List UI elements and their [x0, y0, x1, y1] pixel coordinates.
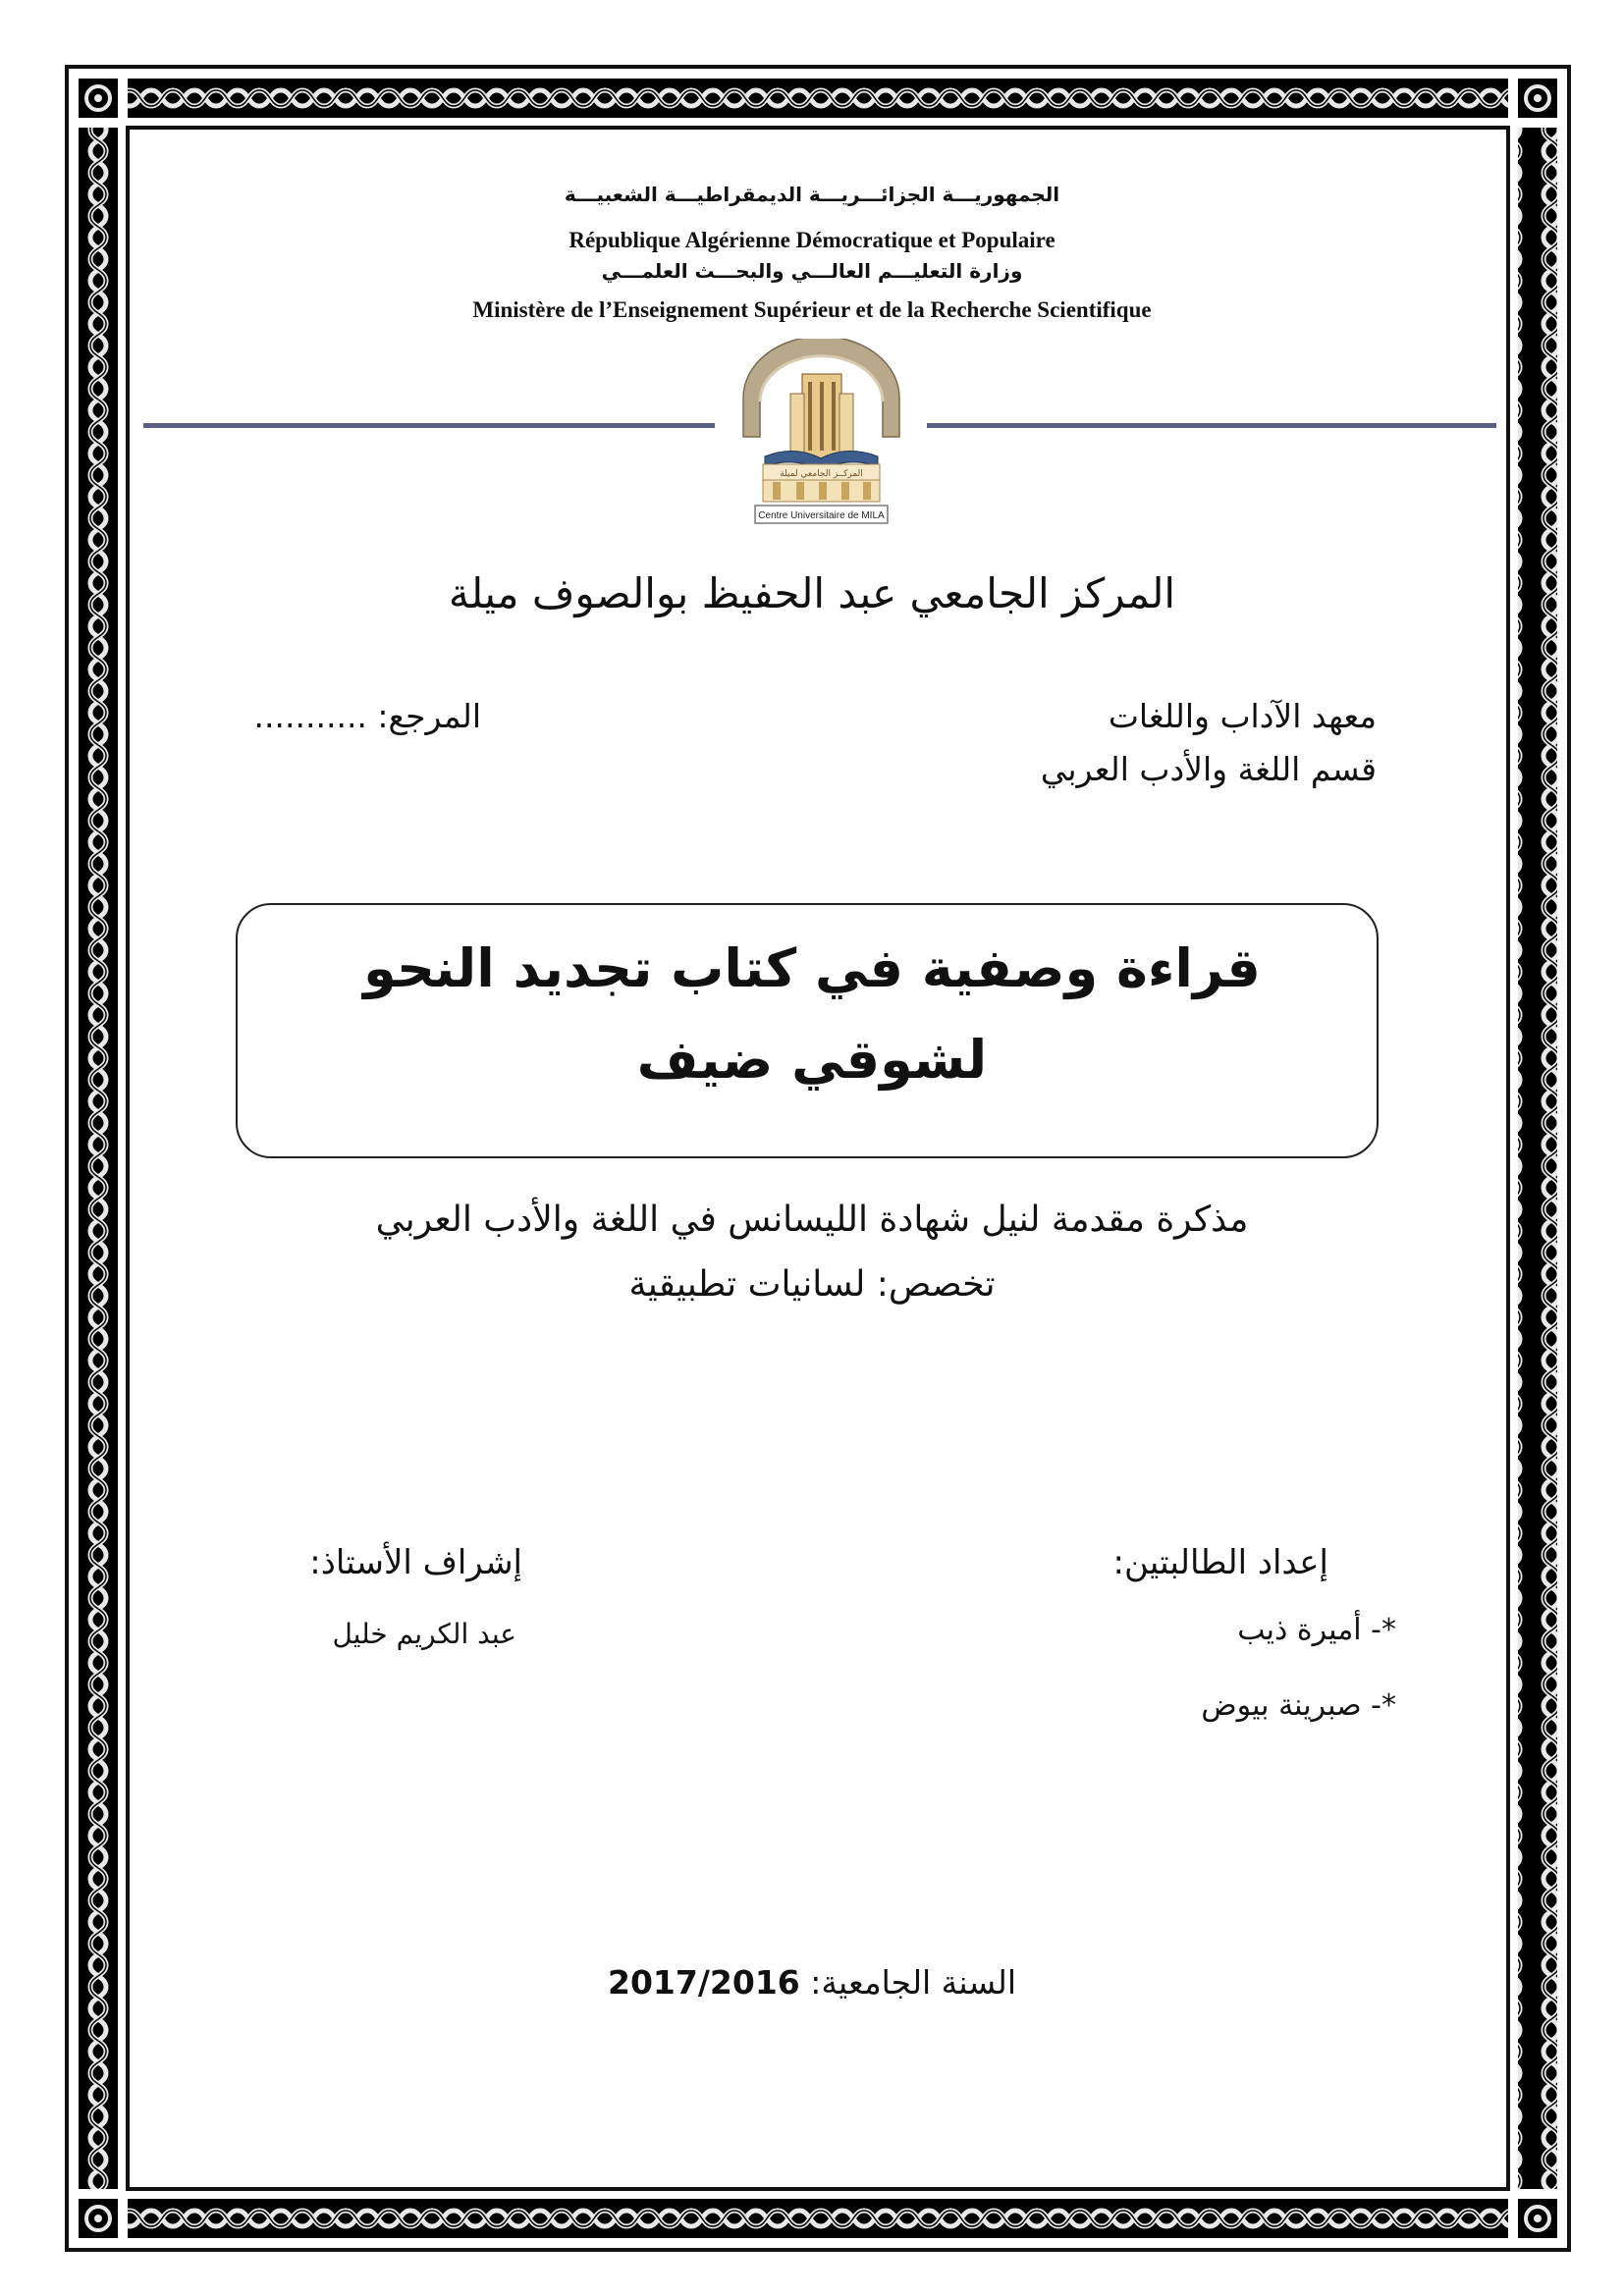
student-name: *- صبرينة بيوض [1201, 1688, 1396, 1723]
corner-ornament-icon [79, 79, 118, 118]
university-logo [735, 339, 907, 525]
academic-year-label: السنة الجامعية: [810, 1963, 1016, 2002]
supervisor-name: عبد الكريم خليل [332, 1618, 516, 1650]
republic-name-fr: République Algérienne Démocratique et Populaire [568, 228, 1056, 252]
student-name: *- أميرة ذيب [1237, 1613, 1396, 1647]
corner-ornament-icon [79, 2199, 118, 2238]
reference-field: المرجع: ........... [253, 697, 481, 735]
header-rule-left [143, 423, 715, 428]
supervision-label: إشراف الأستاذ: [309, 1543, 522, 1582]
ministry-name-ar: وزارة التعليـــم العالـــي والبحـــث العلمـــي [601, 259, 1023, 283]
department-name: قسم اللغة والأدب العربي [1040, 750, 1377, 788]
prepared-by-label: إعداد الطالبتين: [1112, 1543, 1328, 1582]
academic-year-value: 2017/2016 [608, 1963, 800, 2002]
thesis-title-line1: قراءة وصفية في كتاب تجديد النحو [363, 937, 1261, 999]
header-rule-right [927, 423, 1496, 428]
specialty: تخصص: لسانيات تطبيقية [628, 1264, 996, 1305]
corner-ornament-icon [1518, 79, 1557, 118]
republic-name-ar: الجمهوريـــة الجزائـــريـــة الديمقراطيـــة الشعبيـــة [564, 183, 1060, 206]
logo-banner-text: المركــز الجامعي لميلة [780, 469, 863, 479]
memo-description: مذكرة مقدمة لنيل شهادة الليسانس في اللغة والأدب العربي [375, 1200, 1249, 1240]
ministry-name-fr: Ministère de l’Enseignement Supérieur et de la Recherche Scientifique [472, 297, 1152, 322]
corner-ornament-icon [1518, 2199, 1557, 2238]
logo-caption: Centre Universitaire de MILA [758, 510, 885, 521]
thesis-title-line2: لشوقي ضيف [636, 1029, 988, 1091]
university-center-name: المركز الجامعي عبد الحفيظ بوالصوف ميلة [448, 569, 1176, 617]
academic-year [0, 1963, 1624, 2002]
institute-name: معهد الآداب واللغات [1108, 697, 1377, 735]
